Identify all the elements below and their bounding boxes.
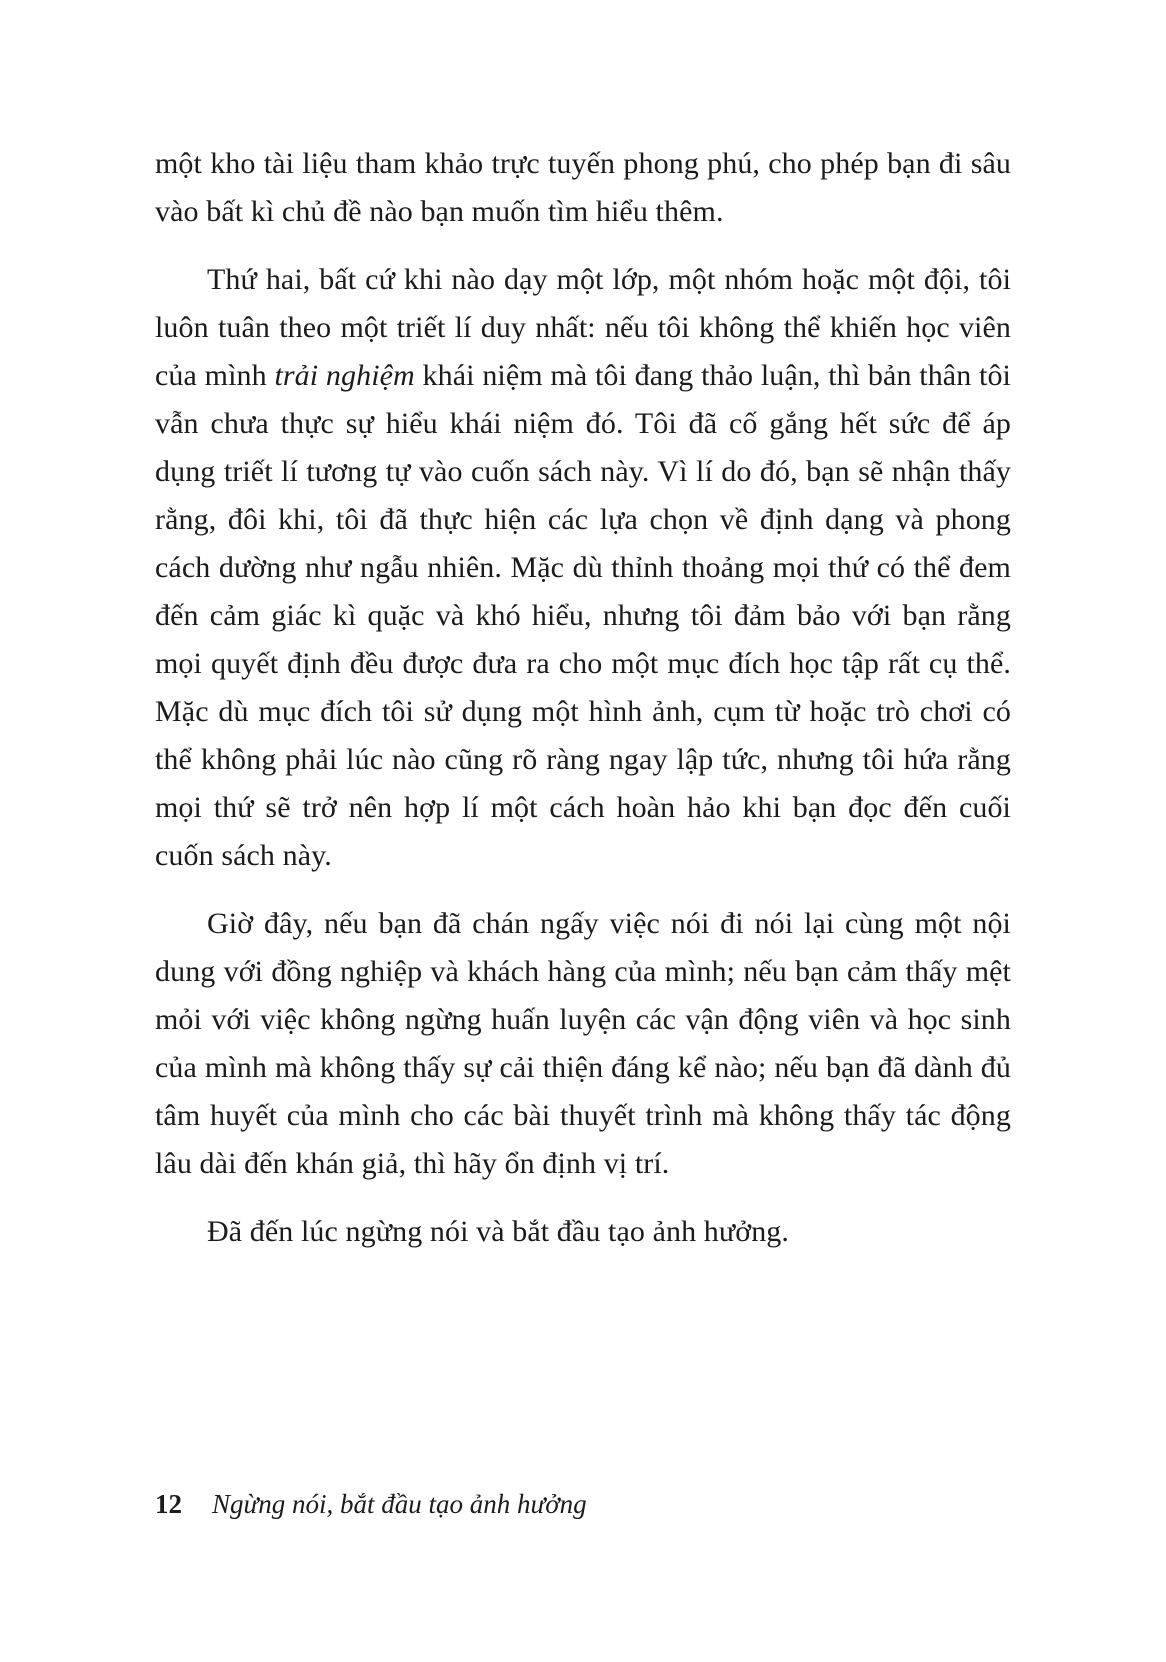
page-footer [155,1487,1011,1521]
paragraph-text: Thứ hai, bất cứ khi nào dạy một lớp, một nhóm hoặc một đội, tôi luôn tuân theo một triết lí duy nhất: nếu tôi không thể khiến học viên của mình [155,263,1011,392]
body-paragraph: Đã đến lúc ngừng nói và bắt đầu tạo ảnh hưởng. [207,1215,790,1248]
italic-phrase: trải nghiệm [274,359,415,392]
page-number: 12 [155,1489,182,1519]
paragraph-text: khái niệm mà tôi đang thảo luận, thì bản thân tôi vẫn chưa thực sự hiểu khái niệm đó. Tôi đã cố gắng hết sức để áp dụng triết lí tương tự vào cuốn sách này. Vì lí do đó, bạn sẽ nhận thấy rằng, đôi khi, tôi đã thực hiện các lựa chọn về định dạng và phong cách dường như ngẫu nhiên. Mặc dù thỉnh thoảng mọi thứ có thể đem đến cảm giác kì quặc và khó hiểu, nhưng tôi đảm bảo với bạn rằng mọi quyết định đều được đưa ra cho một mục đích học tập rất cụ thể. Mặc dù mục đích tôi sử dụng một hình ảnh, cụm từ hoặc trò chơi có thể không phải lúc nào cũng rõ ràng ngay lập tức, nhưng tôi hứa rằng mọi thứ sẽ trở nên hợp lí một cách hoàn hảo khi bạn đọc đến cuối cuốn sách này. [155,359,1011,872]
running-title: Ngừng nói, bắt đầu tạo ảnh hưởng [212,1489,587,1519]
body-paragraph: Giờ đây, nếu bạn đã chán ngấy việc nói đi nói lại cùng một nội dung với đồng nghiệp và khách hàng của mình; nếu bạn cảm thấy mệt mỏi với việc không ngừng huấn luyện các vận động viên và học sinh của mình mà không thấy sự cải thiện đáng kể nào; nếu bạn đã dành đủ tâm huyết của mình cho các bài thuyết trình mà không thấy tác động lâu dài đến khán giả, thì hãy ổn định vị trí. [155,907,1011,1180]
body-paragraph [155,256,1011,880]
body-paragraph: một kho tài liệu tham khảo trực tuyến phong phú, cho phép bạn đi sâu vào bất kì chủ đề nào bạn muốn tìm hiểu thêm. [155,147,1011,228]
body-text-block [155,140,1011,1276]
